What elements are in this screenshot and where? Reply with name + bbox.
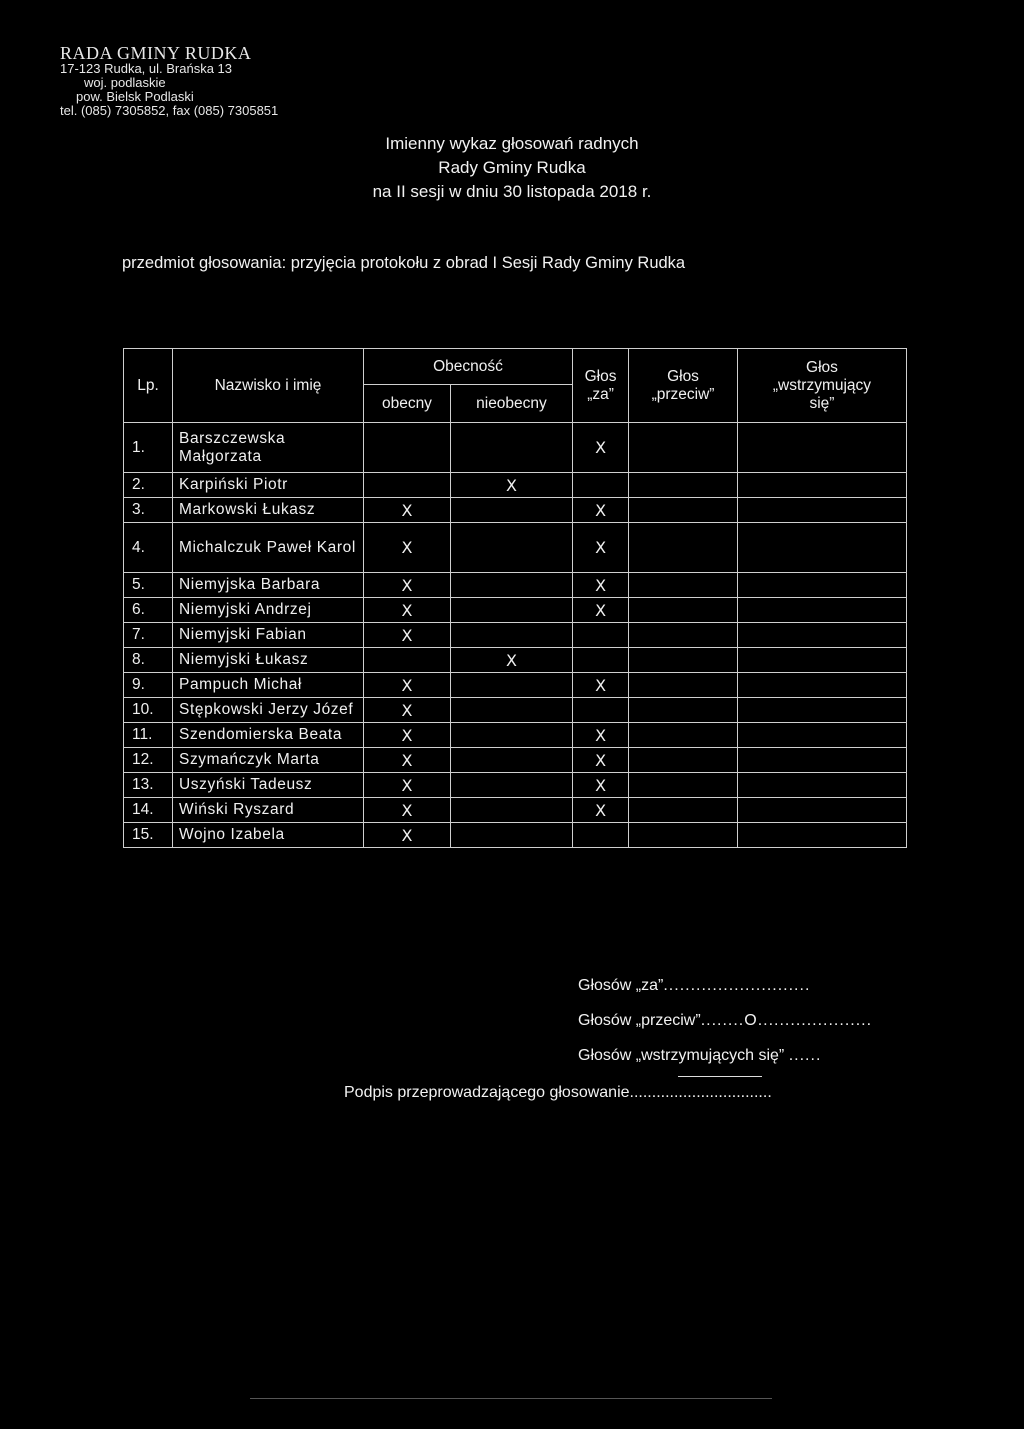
row-number: 10. <box>124 698 173 723</box>
signature-block <box>344 1084 772 1102</box>
absent-mark <box>450 798 572 823</box>
summary-against <box>578 1003 872 1038</box>
absent-mark <box>450 723 572 748</box>
title-line-1: Imienny wykaz głosowań radnych <box>385 134 639 153</box>
signature-label: Podpis przeprowadzającego głosowanie <box>344 1084 630 1101</box>
councillor-name: Pampuch Michał <box>173 673 364 698</box>
table-row <box>124 623 907 648</box>
summary-against-label: Głosów „przeciw” <box>578 1012 701 1029</box>
vote-for-mark: X <box>573 748 629 773</box>
row-number: 3. <box>124 498 173 523</box>
table-row <box>124 498 907 523</box>
summary-abstain <box>578 1038 872 1073</box>
present-mark: X <box>364 723 451 748</box>
stamp-address: 17-123 Rudka, ul. Brańska 13 <box>60 61 232 76</box>
vote-against-mark <box>629 773 738 798</box>
table-row <box>124 698 907 723</box>
councillor-name: Wiński Ryszard <box>173 798 364 823</box>
header-presence: Obecność <box>364 349 573 385</box>
vote-abstain-mark <box>737 573 906 598</box>
vote-abstain-mark <box>737 698 906 723</box>
councillor-name: Karpiński Piotr <box>173 473 364 498</box>
footer-divider <box>250 1398 772 1399</box>
row-number: 13. <box>124 773 173 798</box>
vote-abstain-mark <box>737 598 906 623</box>
present-mark: X <box>364 823 451 848</box>
vote-for-mark: X <box>573 773 629 798</box>
stamp-region: woj. podlaskie <box>84 75 166 90</box>
councillor-name: Szymańczyk Marta <box>173 748 364 773</box>
row-number: 4. <box>124 523 173 573</box>
present-mark <box>364 648 451 673</box>
vote-for-mark <box>573 648 629 673</box>
vote-against-mark <box>629 598 738 623</box>
header-for: Głos „za” <box>573 349 629 423</box>
present-mark: X <box>364 748 451 773</box>
table-row <box>124 523 907 573</box>
row-number: 7. <box>124 623 173 648</box>
table-row <box>124 748 907 773</box>
absent-mark <box>450 698 572 723</box>
table-row <box>124 823 907 848</box>
summary-for-dots: ........................... <box>663 977 811 994</box>
vote-abstain-mark <box>737 648 906 673</box>
header-present: obecny <box>364 385 451 423</box>
vote-for-mark: X <box>573 573 629 598</box>
table-row <box>124 648 907 673</box>
header-name: Nazwisko i imię <box>173 349 364 423</box>
table-row <box>124 723 907 748</box>
table-row <box>124 598 907 623</box>
vote-for-mark: X <box>573 798 629 823</box>
vote-abstain-mark <box>737 623 906 648</box>
vote-against-mark <box>629 573 738 598</box>
vote-against-mark <box>629 673 738 698</box>
councillor-name: Niemyjski Andrzej <box>173 598 364 623</box>
title-line-2: Rady Gminy Rudka <box>438 158 586 177</box>
vote-against-mark <box>629 498 738 523</box>
header-against: Głos „przeciw” <box>629 349 738 423</box>
vote-for-mark: X <box>573 598 629 623</box>
vote-abstain-mark <box>737 523 906 573</box>
row-number: 8. <box>124 648 173 673</box>
vote-abstain-mark <box>737 723 906 748</box>
vote-abstain-mark <box>737 798 906 823</box>
votes-table <box>123 348 907 848</box>
header-lp: Lp. <box>124 349 173 423</box>
absent-mark <box>450 598 572 623</box>
vote-for-mark: X <box>573 673 629 698</box>
title-line-3: na II sesji w dniu 30 listopada 2018 r. <box>372 182 652 201</box>
vote-abstain-mark <box>737 423 906 473</box>
present-mark: X <box>364 598 451 623</box>
table-row <box>124 773 907 798</box>
absent-mark: X <box>450 648 572 673</box>
vote-abstain-mark <box>737 673 906 698</box>
vote-against-mark <box>629 723 738 748</box>
header-abstain: Głos „wstrzymujący się” <box>737 349 906 423</box>
absent-mark <box>450 523 572 573</box>
vote-for-mark: X <box>573 723 629 748</box>
present-mark: X <box>364 523 451 573</box>
councillor-name: Szendomierska Beata <box>173 723 364 748</box>
row-number: 14. <box>124 798 173 823</box>
row-number: 15. <box>124 823 173 848</box>
vote-against-mark <box>629 423 738 473</box>
vote-against-mark <box>629 623 738 648</box>
vote-for-mark: X <box>573 523 629 573</box>
present-mark <box>364 473 451 498</box>
absent-mark <box>450 773 572 798</box>
councillor-name: Barszczewska Małgorzata <box>173 423 364 473</box>
councillor-name: Michalczuk Paweł Karol <box>173 523 364 573</box>
row-number: 5. <box>124 573 173 598</box>
councillor-name: Niemyjska Barbara <box>173 573 364 598</box>
vote-against-mark <box>629 798 738 823</box>
councillor-name: Stępkowski Jerzy Józef <box>173 698 364 723</box>
table-row <box>124 673 907 698</box>
present-mark: X <box>364 698 451 723</box>
row-number: 11. <box>124 723 173 748</box>
vote-subject: przedmiot głosowania: przyjęcia protokołu z obrad I Sesji Rady Gminy Rudka <box>122 254 686 272</box>
absent-mark <box>450 498 572 523</box>
vote-against-mark <box>629 698 738 723</box>
councillor-name: Niemyjski Łukasz <box>173 648 364 673</box>
signature-line <box>678 1076 762 1077</box>
vote-abstain-mark <box>737 773 906 798</box>
present-mark: X <box>364 798 451 823</box>
row-number: 1. <box>124 423 173 473</box>
absent-mark <box>450 423 572 473</box>
summary-for-label: Głosów „za” <box>578 977 664 994</box>
row-number: 9. <box>124 673 173 698</box>
signature-dots: ................................ <box>629 1084 772 1101</box>
summary-against-value: ........O..................... <box>700 1012 873 1029</box>
vote-against-mark <box>629 523 738 573</box>
councillor-name: Wojno Izabela <box>173 823 364 848</box>
vote-abstain-mark <box>737 823 906 848</box>
absent-mark <box>450 823 572 848</box>
vote-for-mark: X <box>573 498 629 523</box>
vote-abstain-mark <box>737 473 906 498</box>
stamp-phone: tel. (085) 7305852, fax (085) 7305851 <box>60 103 279 118</box>
vote-against-mark <box>629 473 738 498</box>
row-number: 6. <box>124 598 173 623</box>
table-row <box>124 798 907 823</box>
councillor-name: Uszyński Tadeusz <box>173 773 364 798</box>
summary-for <box>578 968 872 1003</box>
vote-abstain-mark <box>737 748 906 773</box>
table-row <box>124 473 907 498</box>
row-number: 12. <box>124 748 173 773</box>
vote-against-mark <box>629 748 738 773</box>
vote-for-mark <box>573 623 629 648</box>
stamp-district: pow. Bielsk Podlaski <box>76 89 194 104</box>
vote-abstain-mark <box>737 498 906 523</box>
absent-mark: X <box>450 473 572 498</box>
vote-against-mark <box>629 823 738 848</box>
vote-for-mark <box>573 473 629 498</box>
present-mark: X <box>364 623 451 648</box>
document-title <box>0 132 1024 204</box>
present-mark: X <box>364 573 451 598</box>
councillor-name: Niemyjski Fabian <box>173 623 364 648</box>
vote-for-mark <box>573 823 629 848</box>
vote-for-mark <box>573 698 629 723</box>
absent-mark <box>450 573 572 598</box>
absent-mark <box>450 673 572 698</box>
row-number: 2. <box>124 473 173 498</box>
present-mark: X <box>364 773 451 798</box>
absent-mark <box>450 748 572 773</box>
stamp-org-name: RADA GMINY RUDKA <box>60 43 252 63</box>
header-absent: nieobecny <box>450 385 572 423</box>
vote-against-mark <box>629 648 738 673</box>
present-mark <box>364 423 451 473</box>
table-row <box>124 573 907 598</box>
summary-abstain-label: Głosów „wstrzymujących się” <box>578 1047 785 1064</box>
vote-for-mark: X <box>573 423 629 473</box>
vote-summary <box>578 968 872 1073</box>
absent-mark <box>450 623 572 648</box>
present-mark: X <box>364 498 451 523</box>
council-stamp <box>60 44 278 118</box>
councillor-name: Markowski Łukasz <box>173 498 364 523</box>
present-mark: X <box>364 673 451 698</box>
summary-abstain-dots: ...... <box>788 1047 822 1064</box>
table-row <box>124 423 907 473</box>
